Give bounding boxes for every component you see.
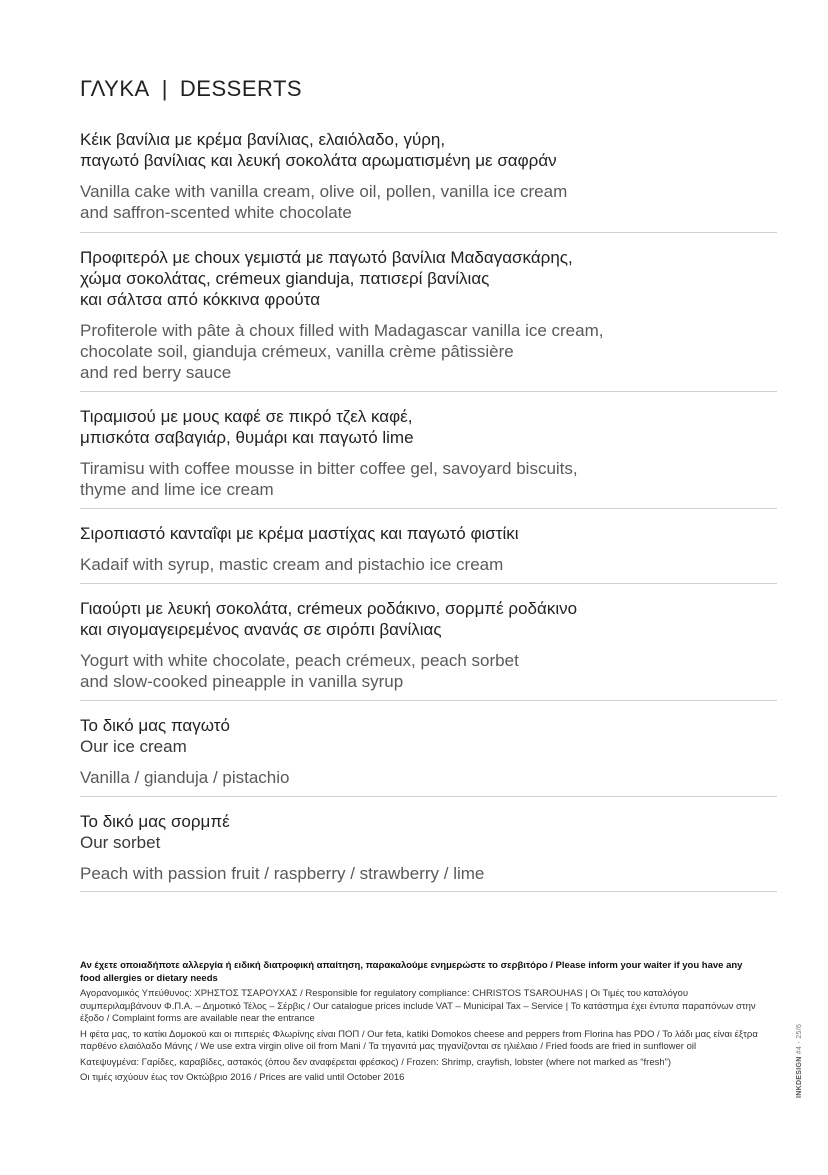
products-notice: Η φέτα μας, το κατίκι Δομοκού και οι πιπεριές Φλωρίνης είναι ΠΟΠ / Our feta, katiki Domokos cheese and peppers from Florina has PDO / Το λάδι μας είναι έξτρα παρθένο ελαιόλαδο Μάνης / We use extra virgin olive oil from Mani / Τα τηγανιτά μας τηγανίζονται σε ηλιέλαιο / Fried foods are fried in sunflower oil: [80, 1028, 758, 1052]
page-title: [80, 76, 302, 102]
item-greek: Τιραμισού με μους καφέ σε πικρό τζελ καφέ, μπισκότα σαβαγιάρ, θυμάρι και παγωτό lime: [80, 407, 414, 447]
menu-item: [80, 598, 777, 701]
title-english: DESSERTS: [179, 76, 303, 101]
allergy-notice: Αν έχετε οποιαδήποτε αλλεργία ή ειδική διατροφική απαίτηση, παρακαλούμε ενημερώστε το σερβιτόρο / Please inform your waiter if you have any food allergies or dietary needs: [80, 960, 743, 984]
item-english: Kadaif with syrup, mastic cream and pistachio ice cream: [80, 555, 504, 574]
item-greek: Προφιτερόλ με choux γεμιστά με παγωτό βανίλια Μαδαγασκάρης, χώμα σοκολάτας, crémeux gianduja, πατισερί βανίλιας και σάλτσα από κόκκινα φρούτα: [80, 248, 573, 309]
sorbet-flavors: Peach with passion fruit / raspberry / strawberry / lime: [80, 864, 485, 883]
item-greek: Σιροπιαστό κανταΐφι με κρέμα μαστίχας και παγωτό φιστίκι: [80, 524, 519, 543]
menu-item: [80, 523, 777, 584]
sorbet-title-greek: Το δικό μας σορμπέ: [80, 812, 230, 831]
item-english: Tiramisu with coffee mousse in bitter coffee gel, savoyard biscuits, thyme and lime ice cream: [80, 459, 578, 499]
menu-item: [80, 406, 777, 509]
title-separator: |: [161, 76, 168, 101]
ice-cream-section: [80, 715, 777, 797]
ice-cream-title-greek: Το δικό μας παγωτό: [80, 716, 230, 735]
item-english: Yogurt with white chocolate, peach crémeux, peach sorbet and slow-cooked pineapple in vanilla syrup: [80, 651, 519, 691]
ice-cream-title-english: Our ice cream: [80, 737, 187, 756]
compliance-notice: Αγορανομικός Υπεύθυνος: ΧΡΗΣΤΟΣ ΤΣΑΡΟΥΧΑΣ / Responsible for regulatory compliance: CHRISTOS TSAROUHAS | Οι Τιμές του καταλόγου συμπεριλαμβάνουν Φ.Π.Α. – Δημοτικό Τέλος – Σέρβις / Our catalogue prices include VAT – Municipal Tax – Service | Το κατάστημα έχει έντυπα παραπόνων στην έξοδο / Complaint forms are available near the entrance: [80, 988, 756, 1024]
frozen-notice: Κατεψυγμένα: Γαρίδες, καραβίδες, αστακός (όπου δεν αναφέρεται φρέσκος) / Frozen: Shrimp, crayfish, lobster (where not marked as “fresh”): [80, 1056, 671, 1068]
item-greek: Κέικ βανίλια με κρέμα βανίλιας, ελαιόλαδο, γύρη, παγωτό βανίλιας και λευκή σοκολάτα αρωματισμένη με σαφράν: [80, 130, 557, 170]
print-mark: [796, 1024, 803, 1098]
item-english: Vanilla cake with vanilla cream, olive oil, pollen, vanilla ice cream and saffron-scented white chocolate: [80, 182, 568, 222]
footer-notes: [80, 960, 760, 1088]
menu-item: [80, 247, 777, 392]
ice-cream-flavors: Vanilla / gianduja / pistachio: [80, 768, 290, 787]
item-english: Profiterole with pâte à choux filled with Madagascar vanilla ice cream, chocolate soil, gianduja crémeux, vanilla crème pâtissière and red berry sauce: [80, 321, 604, 382]
print-code: #4 - 25/6: [796, 1023, 803, 1055]
sorbet-section: [80, 811, 777, 892]
sorbet-title-english: Our sorbet: [80, 833, 161, 852]
validity-notice: Οι τιμές ισχύουν έως τον Οκτώβριο 2016 / Prices are valid until October 2016: [80, 1072, 405, 1083]
menu-item: [80, 129, 777, 233]
item-greek: Γιαούρτι με λευκή σοκολάτα, crémeux ροδάκινο, σορμπέ ροδάκινο και σιγομαγειρεμένος ανανάς σε σιρόπι βανίλιας: [80, 599, 578, 639]
print-brand: INKDESIGN: [796, 1056, 803, 1098]
title-greek: ΓΛΥΚΑ: [80, 76, 150, 101]
